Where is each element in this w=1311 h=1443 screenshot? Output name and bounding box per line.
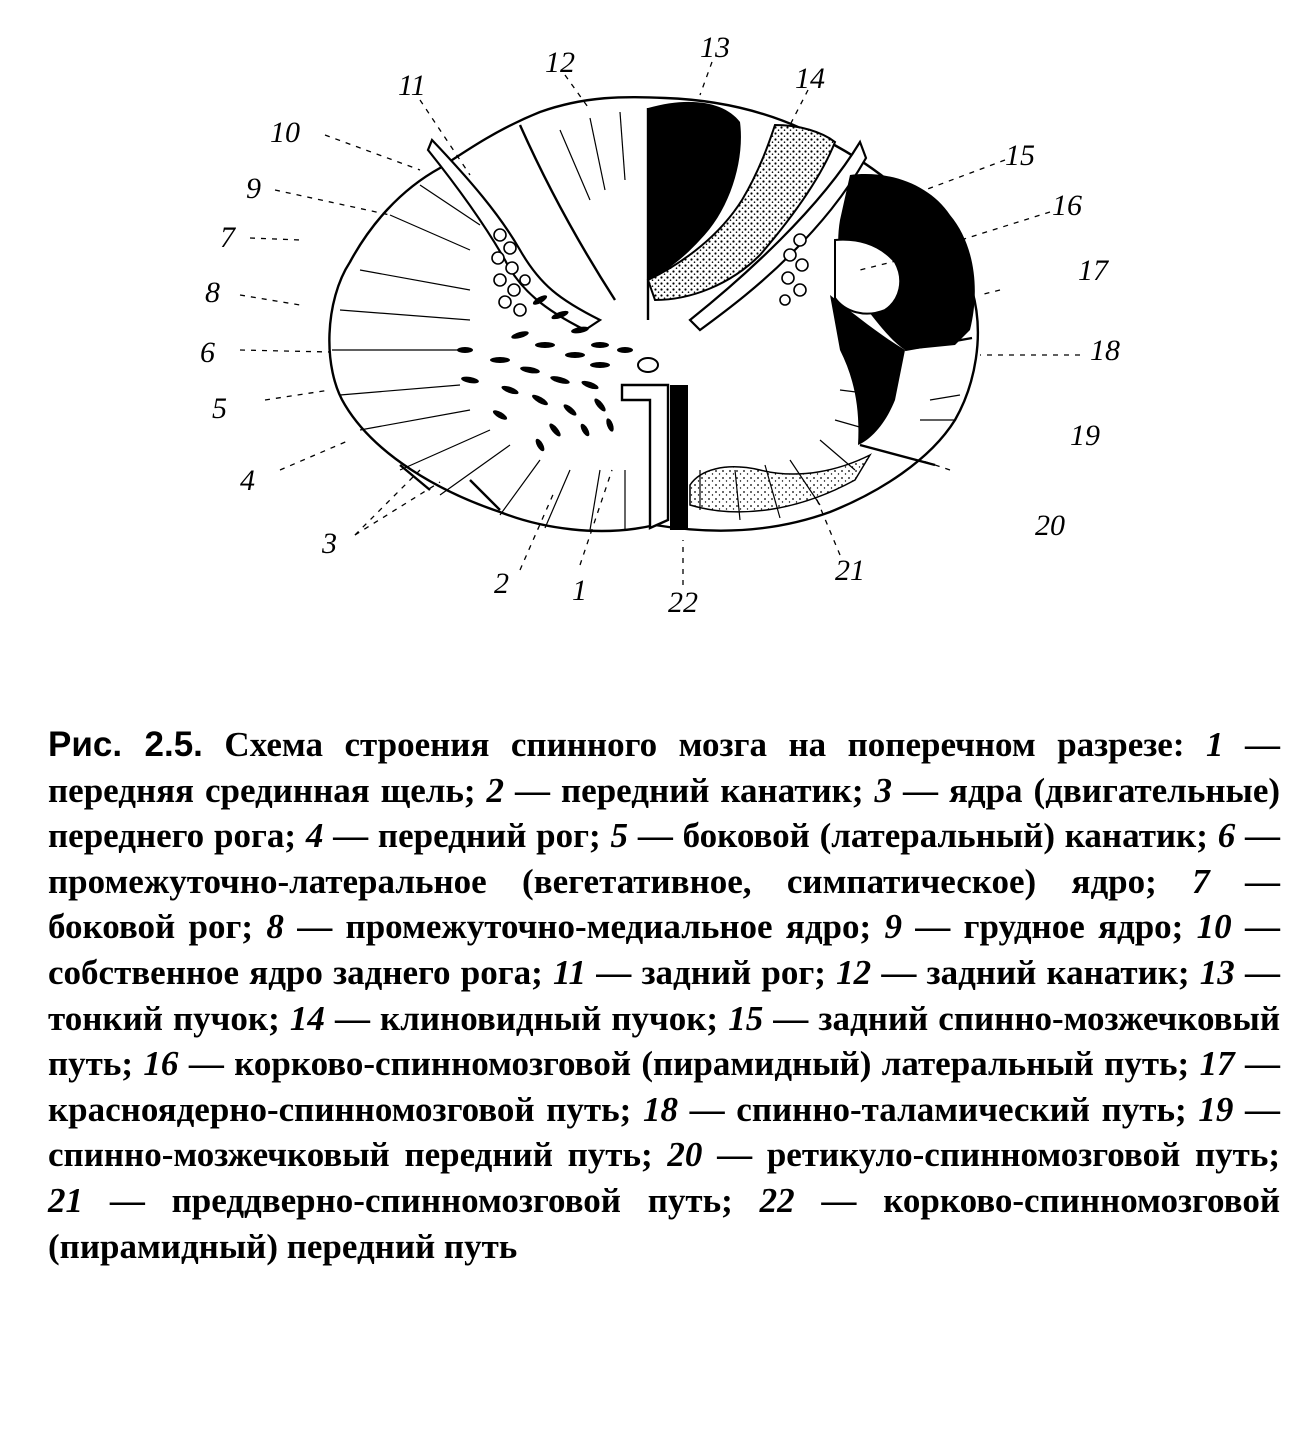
- label-2: 2: [494, 567, 509, 600]
- label-18: 18: [1090, 334, 1120, 367]
- caption-item-18: 18 — спинно-таламический путь;: [642, 1089, 1199, 1129]
- label-3: 3: [322, 527, 337, 560]
- anterior-corticospinal-tract: [670, 385, 688, 530]
- caption-item-20: 20 — ретикуло-спинномозговой путь;: [667, 1135, 1280, 1175]
- label-4: 4: [240, 464, 255, 497]
- caption-title: Рис. 2.5.: [48, 725, 203, 764]
- caption-item-4: 4 — передний рог;: [305, 816, 611, 856]
- caption-item-16: 16 — корково-спинномозговой (пирамидный) латеральный путь;: [143, 1044, 1200, 1084]
- label-15: 15: [1005, 139, 1035, 172]
- label-12: 12: [545, 46, 575, 79]
- caption-item-11: 11 — задний рог;: [552, 952, 837, 992]
- caption-item-10: 10 — собственное ядро заднего рога;: [48, 907, 1280, 992]
- label-14: 14: [795, 62, 825, 95]
- caption-item-8: 8 — промежуточно-медиальное ядро;: [266, 907, 885, 947]
- caption-item-15: 15 — задний спинно-мозжечковый путь;: [48, 998, 1281, 1084]
- label-8: 8: [205, 276, 220, 309]
- caption-item-21: 21 — преддверно-спинномозговой путь;: [48, 1180, 760, 1220]
- label-16: 16: [1052, 189, 1082, 222]
- label-9: 9: [246, 172, 261, 205]
- caption-item-13: 13 — тонкий пучок;: [48, 952, 1280, 1038]
- label-1: 1: [572, 574, 587, 607]
- vestibulospinal-tract: [690, 455, 870, 512]
- label-10: 10: [270, 116, 300, 149]
- caption-item-2: 2 — передний канатик;: [486, 770, 875, 810]
- caption-item-3: 3 — ядра (двигательные) переднего рога;: [48, 770, 1281, 856]
- label-21: 21: [835, 554, 865, 587]
- caption-item-17: 17 — красноядерно-спинномозговой путь;: [48, 1044, 1281, 1129]
- label-6: 6: [200, 336, 215, 369]
- caption-item-12: 12 — задний канатик;: [836, 952, 1200, 992]
- caption-item-9: 9 — грудное ядро;: [884, 907, 1197, 947]
- label-5: 5: [212, 392, 227, 425]
- posterior-horn-left: [428, 140, 600, 330]
- central-canal: [638, 358, 658, 372]
- caption-item-14: 14 — клиновидный пучок;: [289, 998, 729, 1038]
- label-7: 7: [220, 221, 235, 254]
- spinal-cord-cross-section: [0, 0, 1311, 700]
- label-17: 17: [1078, 254, 1108, 287]
- label-11: 11: [398, 69, 426, 102]
- caption-item-22: 22 — корково-спинномозговой (пирамидный) передний путь: [48, 1180, 1280, 1266]
- caption-item-19: 19 — спинно-мозжечковый передний путь;: [48, 1089, 1280, 1175]
- caption-item-5: 5 — боковой (латеральный) канатик;: [610, 816, 1218, 856]
- caption-item-7: 7 — боковой рог;: [48, 861, 1280, 947]
- label-20: 20: [1035, 509, 1065, 542]
- label-13: 13: [700, 31, 730, 64]
- anterior-median-fissure: [622, 385, 668, 528]
- caption-intro: Схема строения спинного мозга на поперечном разрезе:: [202, 725, 1207, 764]
- caption-item-6: 6 — промежуточно-латеральное (вегетативное, симпатическое) ядро;: [48, 816, 1280, 901]
- label-22: 22: [668, 586, 698, 619]
- spinal-cord-diagram: [0, 0, 1311, 700]
- caption-item-1: 1 — передняя срединная щель;: [48, 725, 1281, 810]
- figure-caption: [48, 722, 1280, 1269]
- anterior-horn-nuclei: [457, 293, 633, 452]
- label-19: 19: [1070, 419, 1100, 452]
